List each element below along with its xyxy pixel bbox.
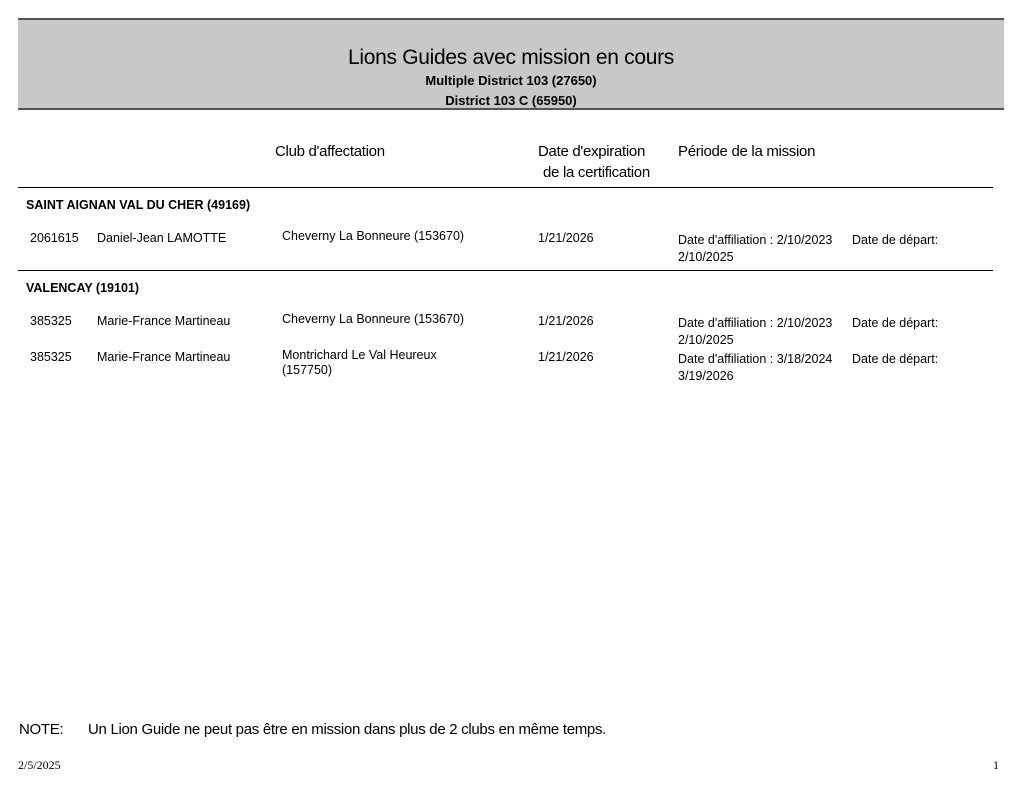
member-id: 385325 xyxy=(30,350,72,364)
multiple-district-label: Multiple District 103 (27650) xyxy=(425,73,597,88)
report-title: Lions Guides avec mission en cours xyxy=(348,46,674,69)
departure-date: 3/19/2026 xyxy=(678,369,734,383)
member-name: Marie-France Martineau xyxy=(97,314,231,328)
note-text: Un Lion Guide ne peut pas être en mission dans plus de 2 clubs en même temps. xyxy=(88,721,607,738)
member-id: 2061615 xyxy=(30,231,79,245)
section-title-valencay: VALENCAY (19101) xyxy=(26,281,140,295)
member-name: Marie-France Martineau xyxy=(97,350,231,364)
column-header-club: Club d'affectation xyxy=(275,143,385,160)
assigned-club: Cheverny La Bonneure (153670) xyxy=(282,312,465,326)
affiliation-date: Date d'affiliation : 2/10/2023 xyxy=(678,233,833,247)
certification-expiry: 1/21/2026 xyxy=(538,231,594,245)
report-header xyxy=(18,18,1004,110)
departure-label: Date de départ: xyxy=(852,352,939,366)
assigned-club-number: (157750) xyxy=(282,363,333,377)
assigned-club: Montrichard Le Val Heureux xyxy=(282,348,437,362)
affiliation-date: Date d'affiliation : 3/18/2024 xyxy=(678,352,833,366)
departure-label: Date de départ: xyxy=(852,316,939,330)
note-label: NOTE: xyxy=(19,721,64,738)
assigned-club: Cheverny La Bonneure (153670) xyxy=(282,229,465,243)
header-divider xyxy=(18,187,993,188)
column-header-period: Période de la mission xyxy=(678,143,816,160)
page-number: 1 xyxy=(993,758,999,772)
section-title-saint-aignan: SAINT AIGNAN VAL DU CHER (49169) xyxy=(26,198,251,212)
departure-date: 2/10/2025 xyxy=(678,250,734,264)
certification-expiry: 1/21/2026 xyxy=(538,314,594,328)
column-header-expiry-line2: de la certification xyxy=(543,164,650,181)
affiliation-date: Date d'affiliation : 2/10/2023 xyxy=(678,316,833,330)
member-id: 385325 xyxy=(30,314,72,328)
section-divider xyxy=(18,270,993,271)
certification-expiry: 1/21/2026 xyxy=(538,350,594,364)
print-date: 2/5/2025 xyxy=(18,758,61,772)
district-label: District 103 C (65950) xyxy=(445,93,577,108)
departure-date: 2/10/2025 xyxy=(678,333,734,347)
departure-label: Date de départ: xyxy=(852,233,939,247)
member-name: Daniel-Jean LAMOTTE xyxy=(97,231,227,245)
column-header-expiry-line1: Date d'expiration xyxy=(538,143,645,160)
